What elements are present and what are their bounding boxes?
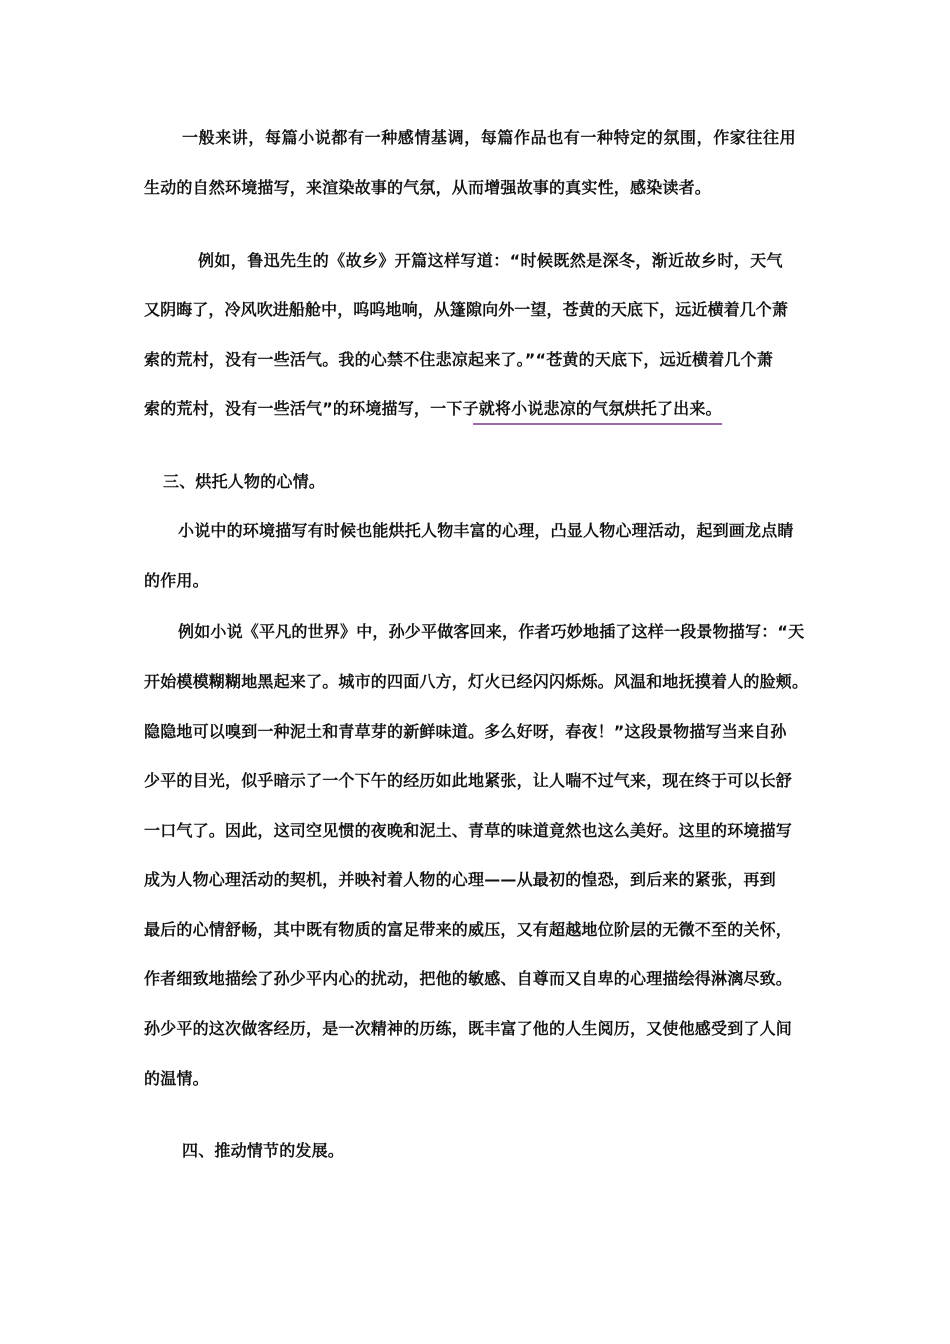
paragraph-4-line-2: 开始模模糊糊地黑起来了。城市的四面八方，灯火已经闪闪烁烁。风温和地抚摸着人的脸颊。	[144, 672, 809, 691]
paragraph-4-line-5: 一口气了。因此，这司空见惯的夜晚和泥土、青草的味道竟然也这么美好。这里的环境描写	[144, 821, 793, 840]
section-heading-3: 三、烘托人物的心情。	[163, 472, 326, 491]
paragraph-4-line-4: 少平的目光，似乎暗示了一个下午的经历如此地紧张，让人喘不过气来，现在终于可以长舒	[144, 771, 793, 790]
paragraph-2-line-4	[144, 399, 722, 419]
paragraph-2-line-4-text: 索的荒村，没有一些活气”的环境描写，一下子就	[144, 399, 495, 418]
underlined-phrase	[495, 399, 722, 419]
paragraph-3-line-1: 小说中的环境描写有时候也能烘托人物丰富的心理，凸显人物心理活动，起到画龙点睛	[178, 521, 794, 540]
paragraph-1-line-1: 一般来讲，每篇小说都有一种感情基调，每篇作品也有一种特定的氛围，作家往往用	[182, 128, 797, 147]
paragraph-4-line-6: 成为人物心理活动的契机，并映衬着人物的心理——从最初的惶恐，到后来的紧张，再到	[144, 870, 776, 889]
paragraph-1-line-2: 生动的自然环境描写，来渲染故事的气氛，从而增强故事的真实性，感染读者。	[144, 178, 712, 197]
underline-mark	[473, 423, 722, 425]
paragraph-4-line-9: 孙少平的这次做客经历，是一次精神的历练，既丰富了他的人生阅历，又使他感受到了人间	[144, 1019, 793, 1038]
paragraph-4-line-3: 隐隐地可以嗅到一种泥土和青草芽的新鲜味道。多么好呀，春夜！”这段景物描写当来自孙	[144, 722, 787, 741]
paragraph-4-line-8: 作者细致地描绘了孙少平内心的扰动，把他的敏感、自尊而又自卑的心理描绘得淋漓尽致。	[144, 969, 793, 988]
section-heading-4: 四、推动情节的发展。	[182, 1141, 345, 1160]
paragraph-2-line-2: 又阴晦了，冷风吹进船舱中，呜呜地响，从篷隙向外一望，苍黄的天底下，远近横着几个萧	[144, 300, 789, 319]
paragraph-2-line-1: 例如，鲁迅先生的《故乡》开篇这样写道：“时候既然是深冬，渐近故乡时，天气	[198, 251, 783, 270]
paragraph-2-line-3: 索的荒村，没有一些活气。我的心禁不住悲凉起来了。”“苍黄的天底下，远近横着几个萧	[144, 350, 774, 369]
paragraph-4-line-1: 例如小说《平凡的世界》中，孙少平做客回来，作者巧妙地插了这样一段景物描写：“天	[178, 622, 805, 641]
paragraph-4-line-10: 的温情。	[144, 1069, 209, 1088]
paragraph-3-line-2: 的作用。	[144, 571, 209, 590]
paragraph-4-line-7: 最后的心情舒畅，其中既有物质的富足带来的威压，又有超越地位阶层的无微不至的关怀，	[144, 920, 793, 939]
underlined-phrase-text: 将小说悲凉的气氛烘托了出来。	[494, 399, 722, 418]
